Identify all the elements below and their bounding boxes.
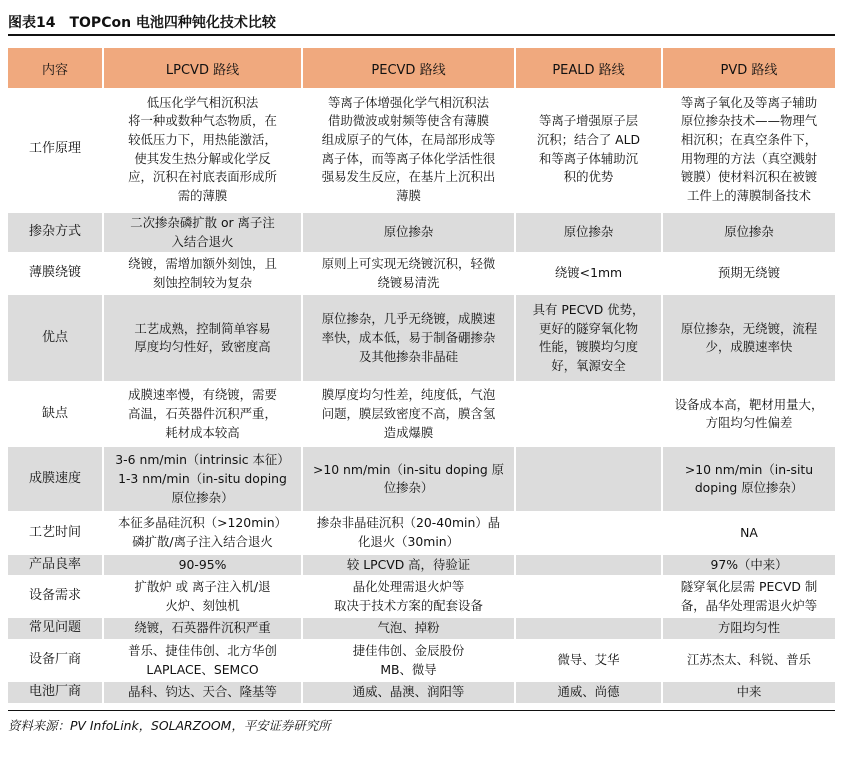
figure-caption: TOPCon 电池四种钝化技术比较 (69, 15, 276, 31)
table-cell: 普乐、捷佳伟创、北方华创 LAPLACE、SEMCO (103, 640, 302, 681)
table-row (8, 253, 835, 294)
table-cell: NA (662, 512, 835, 553)
table-cell: 3-6 nm/min（intrinsic 本征） 1-3 nm/min（in-situ doping 原位掺杂） (103, 446, 302, 512)
table-cell: 扩散炉 或 离子注入机/退 火炉、刻蚀机 (103, 576, 302, 617)
table-row (8, 446, 835, 512)
comparison-table (8, 48, 835, 705)
table-cell: 绕镀<1mm (515, 253, 662, 294)
table-cell: 二次掺杂磷扩散 or 离子注 入结合退火 (103, 212, 302, 253)
table-cell: 具有 PECVD 优势， 更好的隧穿氧化物 性能，镀膜均匀度 好，氧源安全 (515, 294, 662, 382)
table-cell: 晶化处理需退火炉等 取决于技术方案的配套设备 (302, 576, 515, 617)
row-header-cell: 设备厂商 (8, 640, 103, 681)
table-cell: 晶科、钧达、天合、隆基等 (103, 681, 302, 704)
table-cell: 掺杂非晶硅沉积（20-40min）晶 化退火（30min） (302, 512, 515, 553)
table-cell: 较 LPCVD 高，待验证 (302, 554, 515, 577)
table-cell: 原位掺杂 (302, 212, 515, 253)
header-cell: PECVD 路线 (302, 48, 515, 88)
row-header-cell: 掺杂方式 (8, 212, 103, 253)
row-header-cell: 薄膜绕镀 (8, 253, 103, 294)
table-cell: 通威、晶澳、润阳等 (302, 681, 515, 704)
table-row (8, 88, 835, 212)
table-row (8, 554, 835, 577)
table-cell: 等离子体增强化学气相沉积法 借助微波或射频等使含有薄膜 组成原子的气体，在局部形成等 离子体，而等离子体化学活性很 强易发生反应，在基片上沉积出 薄膜 (302, 88, 515, 212)
row-header-cell: 工作原理 (8, 88, 103, 212)
row-header-cell: 产品良率 (8, 554, 103, 577)
table-cell: >10 nm/min（in-situ doping 原 位掺杂） (302, 446, 515, 512)
row-header-cell: 优点 (8, 294, 103, 382)
table-cell (515, 576, 662, 617)
table-row (8, 681, 835, 704)
header-cell: LPCVD 路线 (103, 48, 302, 88)
table-cell: 低压化学气相沉积法 将一种或数种气态物质，在 较低压力下，用热能激活， 使其发生热分解或化学反 应，沉积在衬底表面形成所 需的薄膜 (103, 88, 302, 212)
table-cell (515, 446, 662, 512)
table-cell (515, 382, 662, 446)
table-cell: 微导、艾华 (515, 640, 662, 681)
table-cell: 原则上可实现无绕镀沉积，轻微 绕镀易清洗 (302, 253, 515, 294)
table-row (8, 576, 835, 617)
header-cell: PEALD 路线 (515, 48, 662, 88)
row-header-cell: 常见问题 (8, 617, 103, 640)
table-row (8, 382, 835, 446)
table-cell: 气泡、掉粉 (302, 617, 515, 640)
table-cell: 本征多晶硅沉积（>120min） 磷扩散/离子注入结合退火 (103, 512, 302, 553)
row-header-cell: 缺点 (8, 382, 103, 446)
table-cell: 成膜速率慢，有绕镀，需要 高温，石英器件沉积严重， 耗材成本较高 (103, 382, 302, 446)
row-header-cell: 成膜速度 (8, 446, 103, 512)
table-cell: 方阻均匀性 (662, 617, 835, 640)
table-header-row (8, 48, 835, 88)
table-cell: 设备成本高，靶材用量大， 方阻均匀性偏差 (662, 382, 835, 446)
table-cell: 原位掺杂 (662, 212, 835, 253)
table-cell: 中来 (662, 681, 835, 704)
table-cell: 90-95% (103, 554, 302, 577)
table-cell (515, 554, 662, 577)
table-row (8, 294, 835, 382)
header-cell: 内容 (8, 48, 103, 88)
row-header-cell: 工艺时间 (8, 512, 103, 553)
table-cell: 等离子氧化及等离子辅助 原位掺杂技术——物理气 相沉积；在真空条件下， 用物理的方法（真空溅射 镀膜）使材料沉积在被镀 工件上的薄膜制备技术 (662, 88, 835, 212)
table-cell: 原位掺杂 (515, 212, 662, 253)
table-cell: 等离子增强原子层 沉积；结合了 ALD 和等离子体辅助沉 积的优势 (515, 88, 662, 212)
header-cell: PVD 路线 (662, 48, 835, 88)
figure-title (8, 12, 276, 32)
table-cell (515, 512, 662, 553)
table-cell: 膜厚度均匀性差，纯度低，气泡 问题，膜层致密度不高，膜含氢 造成爆膜 (302, 382, 515, 446)
table-row (8, 640, 835, 681)
row-header-cell: 设备需求 (8, 576, 103, 617)
table-row (8, 212, 835, 253)
table-row (8, 512, 835, 553)
table-cell: 捷佳伟创、金辰股份 MB、微导 (302, 640, 515, 681)
table-cell: 原位掺杂，无绕镀，流程 少，成膜速率快 (662, 294, 835, 382)
table-cell: 97%（中来） (662, 554, 835, 577)
figure-number: 图表14 (8, 15, 56, 31)
table-row (8, 617, 835, 640)
row-header-cell: 电池厂商 (8, 681, 103, 704)
table-cell: 工艺成熟，控制简单容易 厚度均匀性好，致密度高 (103, 294, 302, 382)
table-cell: 原位掺杂，几乎无绕镀，成膜速 率快，成本低，易于制备硼掺杂 及其他掺杂非晶硅 (302, 294, 515, 382)
table-cell: 通威、尚德 (515, 681, 662, 704)
source-note: 资料来源：PV InfoLink，SOLARZOOM，平安证券研究所 (8, 710, 835, 734)
table-cell: 绕镀，石英器件沉积严重 (103, 617, 302, 640)
table-cell: 预期无绕镀 (662, 253, 835, 294)
title-divider (8, 34, 835, 36)
table-cell: >10 nm/min（in-situ doping 原位掺杂） (662, 446, 835, 512)
table-cell: 隧穿氧化层需 PECVD 制 备，晶华处理需退火炉等 (662, 576, 835, 617)
table-cell (515, 617, 662, 640)
table-cell: 江苏杰太、科锐、普乐 (662, 640, 835, 681)
table-cell: 绕镀，需增加额外刻蚀，且 刻蚀控制较为复杂 (103, 253, 302, 294)
